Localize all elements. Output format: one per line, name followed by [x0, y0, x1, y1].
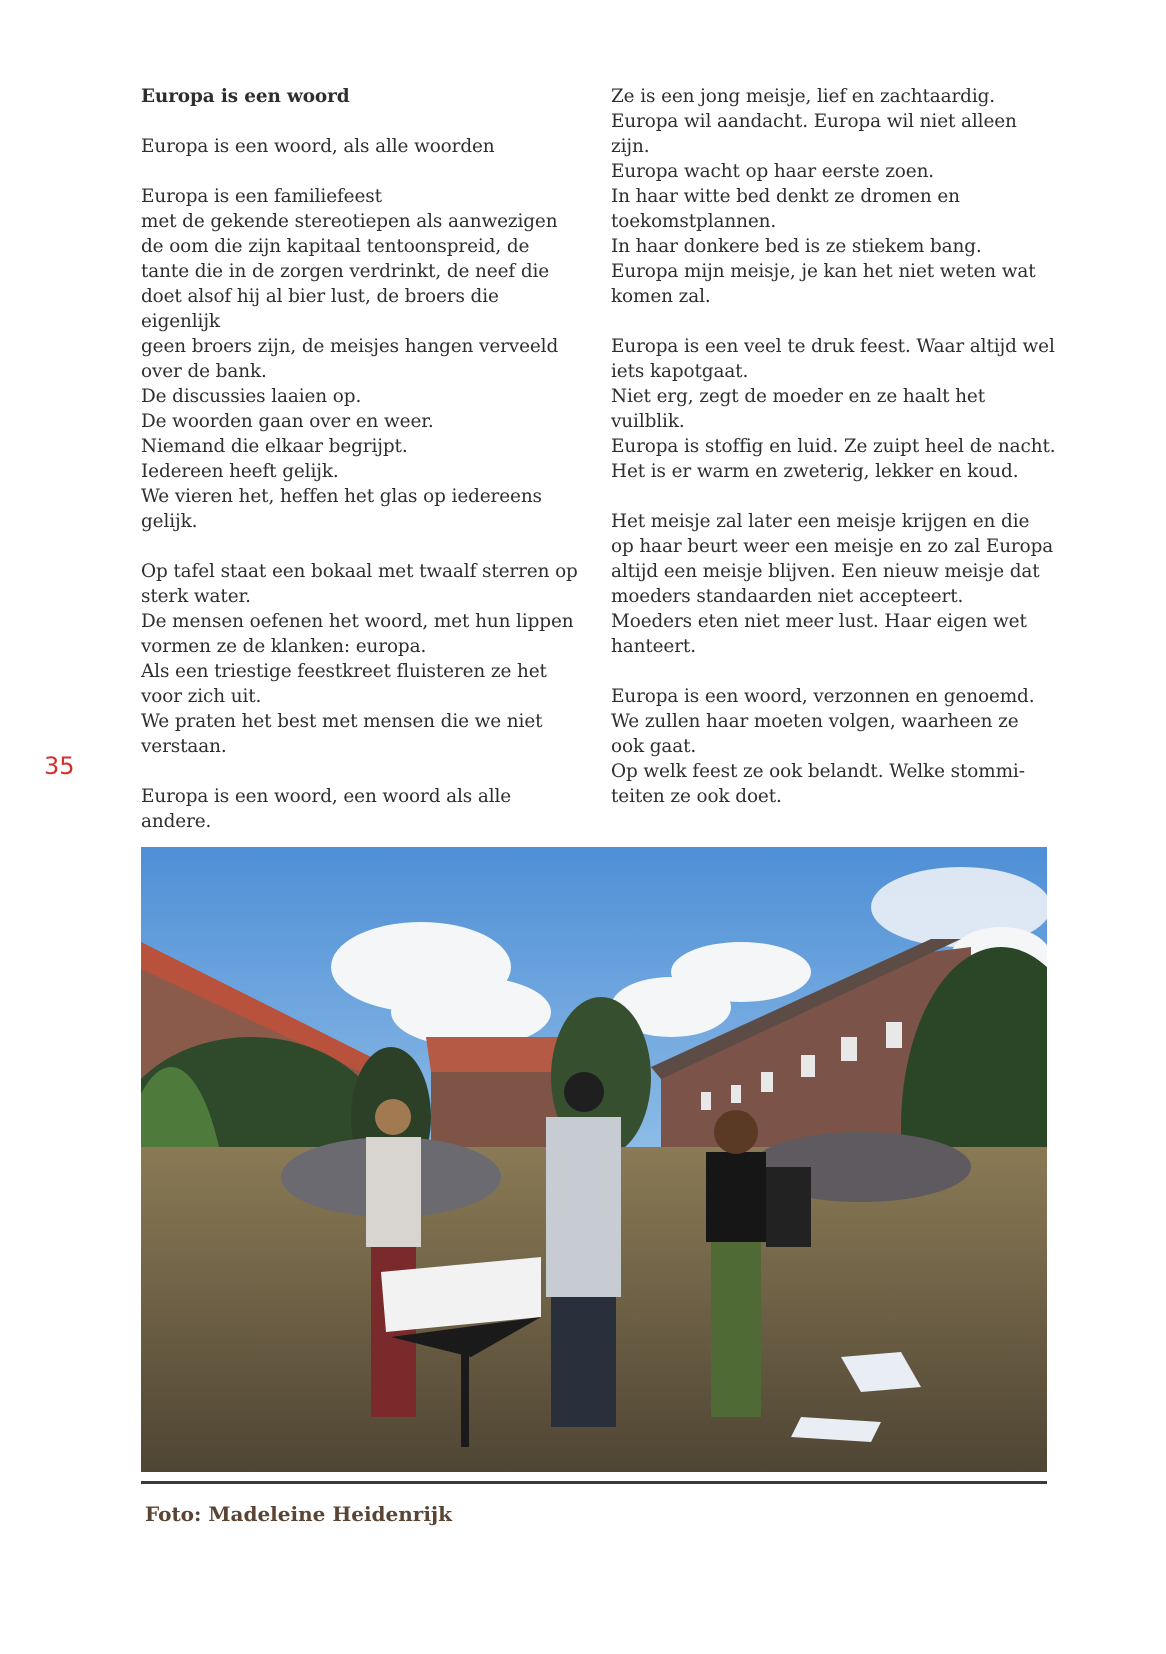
stanza: [611, 684, 1061, 809]
right-stanzas: [611, 84, 1061, 809]
poem-line: voor zich uit.: [141, 686, 262, 707]
poem-line: Europa is een woord, een woord als alle andere.: [141, 786, 512, 832]
poem-line: Op welk feest ze ook belandt. Welke stommi-: [611, 761, 1025, 782]
poem-line: toekomstplannen.: [611, 211, 777, 232]
poem-line: teiten ze ook doet.: [611, 786, 782, 807]
poem-line: Ze is een jong meisje, lief en zachtaardig.: [611, 86, 996, 107]
poem-line: Het is er warm en zweterig, lekker en koud.: [611, 461, 1019, 482]
poem-line: vormen ze de klanken: europa.: [141, 636, 427, 657]
poem-line: Europa is een woord, als alle woorden: [141, 136, 495, 157]
concert-photo-illustration: [141, 847, 1047, 1472]
poem-line: zijn.: [611, 136, 650, 157]
poem-left-column: [141, 84, 581, 859]
poem-line: Europa wacht op haar eerste zoen.: [611, 161, 935, 182]
poem-line: over de bank.: [141, 361, 267, 382]
poem-line: In haar witte bed denkt ze dromen en: [611, 186, 960, 207]
poem-line: De discussies laaien op.: [141, 386, 362, 407]
poem-line: altijd een meisje blijven. Een nieuw meisje dat: [611, 561, 1040, 582]
stanza: [611, 334, 1061, 484]
poem-line: komen zal.: [611, 286, 711, 307]
stanza: [141, 134, 581, 159]
concert-photo: [141, 847, 1047, 1472]
poem-line: De woorden gaan over en weer.: [141, 411, 434, 432]
poem-line: Europa is een familiefeest: [141, 186, 382, 207]
stanza: [141, 559, 581, 759]
poem-line: Het meisje zal later een meisje krijgen en die: [611, 511, 1030, 532]
poem-line: geen broers zijn, de meisjes hangen verveeld: [141, 336, 559, 357]
poem-line: op haar beurt weer een meisje en zo zal Europa: [611, 536, 1054, 557]
poem-line: Europa is stoffig en luid. Ze zuipt heel de nacht.: [611, 436, 1056, 457]
poem-line: Iedereen heeft gelijk.: [141, 461, 339, 482]
poem-line: moeders standaarden niet accepteert.: [611, 586, 964, 607]
poem-line: sterk water.: [141, 586, 251, 607]
poem-line: Europa is een woord, verzonnen en genoemd.: [611, 686, 1035, 707]
poem-line: hanteert.: [611, 636, 696, 657]
stanza: [611, 509, 1061, 659]
poem-line: iets kapotgaat.: [611, 361, 749, 382]
page-number: 35: [44, 752, 75, 780]
poem-line: Europa wil aandacht. Europa wil niet alleen: [611, 111, 1017, 132]
stanza: [141, 184, 581, 534]
poem-line: In haar donkere bed is ze stiekem bang.: [611, 236, 982, 257]
stanza: [611, 84, 1061, 309]
poem-line: ook gaat.: [611, 736, 697, 757]
stanza: [141, 784, 581, 834]
poem-line: tante die in de zorgen verdrinkt, de neef die: [141, 261, 550, 282]
poem-line: Niet erg, zegt de moeder en ze haalt het vuilblik.: [611, 386, 986, 432]
poem-line: We vieren het, heffen het glas op iedereens: [141, 486, 542, 507]
poem-line: We zullen haar moeten volgen, waarheen ze: [611, 711, 1019, 732]
poem-line: We praten het best met mensen die we niet: [141, 711, 543, 732]
poem-line: gelijk.: [141, 511, 198, 532]
poem-line: doet alsof hij al bier lust, de broers die eigenlijk: [141, 286, 499, 332]
caption-divider: [141, 1481, 1047, 1484]
photo-caption: Foto: Madeleine Heidenrijk: [145, 1502, 453, 1526]
poem-line: Als een triestige feestkreet fluisteren ze het: [141, 661, 547, 682]
poem-title: Europa is een woord: [141, 86, 350, 107]
poem-line: de oom die zijn kapitaal tentoonspreid, de: [141, 236, 530, 257]
poem-line: Europa is een veel te druk feest. Waar altijd wel: [611, 336, 1055, 357]
poem-line: Moeders eten niet meer lust. Haar eigen wet: [611, 611, 1027, 632]
left-stanzas: [141, 134, 581, 834]
poem-line: Op tafel staat een bokaal met twaalf sterren op: [141, 561, 578, 582]
poem-line: Niemand die elkaar begrijpt.: [141, 436, 408, 457]
poem-line: met de gekende stereotiepen als aanwezigen: [141, 211, 558, 232]
poem-line: De mensen oefenen het woord, met hun lippen: [141, 611, 574, 632]
poem-line: verstaan.: [141, 736, 227, 757]
poem-right-column: [611, 84, 1061, 834]
poem-line: Europa mijn meisje, je kan het niet weten wat: [611, 261, 1036, 282]
